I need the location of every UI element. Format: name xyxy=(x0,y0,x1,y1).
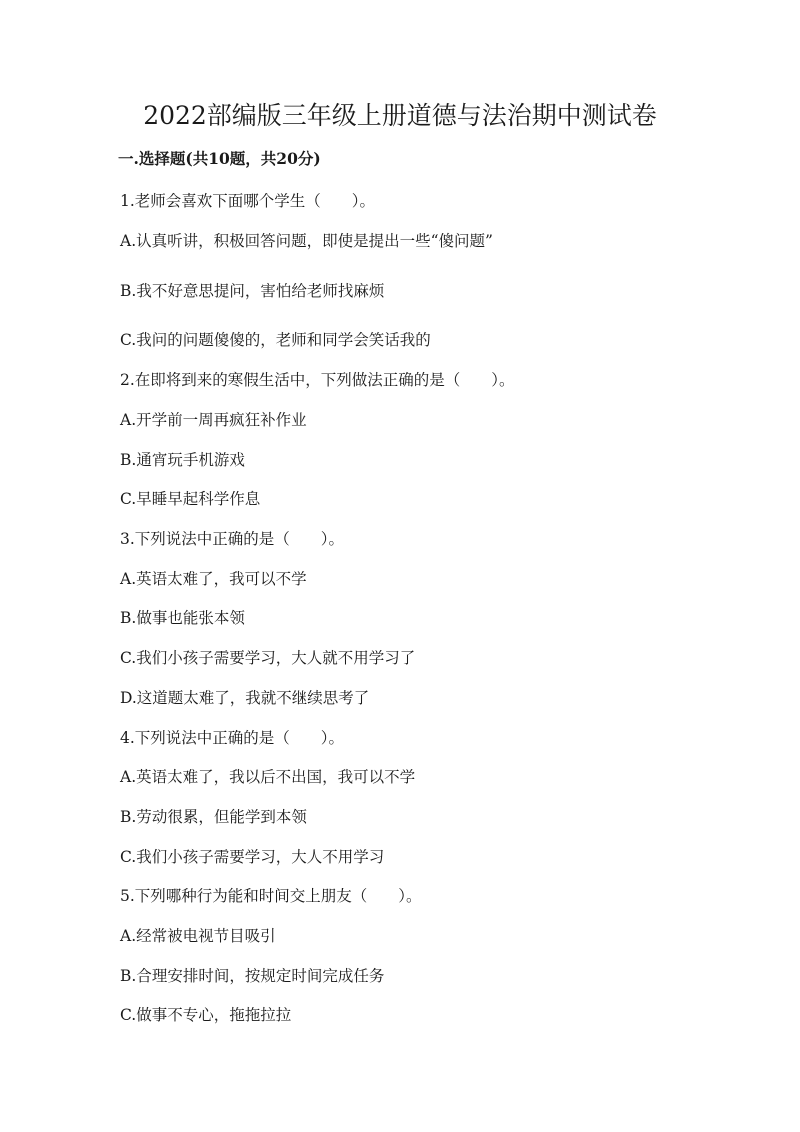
question-2: 2.在即将到来的寒假生活中，下列做法正确的是（ ）。 xyxy=(120,371,515,389)
question-1: 1.老师会喜欢下面哪个学生（ ）。 xyxy=(120,192,376,210)
question-5-option-c: C.做事不专心，拖拖拉拉 xyxy=(120,1006,292,1024)
question-2-option-c: C.早睡早起科学作息 xyxy=(120,490,261,508)
page-title: 2022部编版三年级上册道德与法治期中测试卷 xyxy=(143,101,657,130)
question-3-option-b: B.做事也能张本领 xyxy=(120,609,245,627)
question-4: 4.下列说法中正确的是（ ）。 xyxy=(120,729,345,747)
question-4-option-c: C.我们小孩子需要学习，大人不用学习 xyxy=(120,848,385,866)
question-1-option-c: C.我问的问题傻傻的，老师和同学会笑话我的 xyxy=(120,331,431,349)
question-2-option-b: B.通宵玩手机游戏 xyxy=(120,451,245,469)
question-3-option-d: D.这道题太难了，我就不继续思考了 xyxy=(120,689,370,707)
question-3-option-c: C.我们小孩子需要学习，大人就不用学习了 xyxy=(120,649,416,667)
question-1-option-a: A.认真听讲，积极回答问题，即使是提出一些“傻问题” xyxy=(120,232,493,250)
question-1-option-b: B.我不好意思提问，害怕给老师找麻烦 xyxy=(120,282,385,300)
question-4-option-a: A.英语太难了，我以后不出国，我可以不学 xyxy=(120,768,416,786)
section-heading: 一.选择题(共10题，共20分) xyxy=(118,149,321,168)
question-3-option-a: A.英语太难了，我可以不学 xyxy=(120,570,307,588)
question-4-option-b: B.劳动很累，但能学到本领 xyxy=(120,808,307,826)
question-5-option-a: A.经常被电视节目吸引 xyxy=(120,927,276,945)
question-2-option-a: A.开学前一周再疯狂补作业 xyxy=(120,411,307,429)
question-5-option-b: B.合理安排时间，按规定时间完成任务 xyxy=(120,967,385,985)
question-5: 5.下列哪种行为能和时间交上朋友（ ）。 xyxy=(120,887,422,905)
question-3: 3.下列说法中正确的是（ ）。 xyxy=(120,530,345,548)
